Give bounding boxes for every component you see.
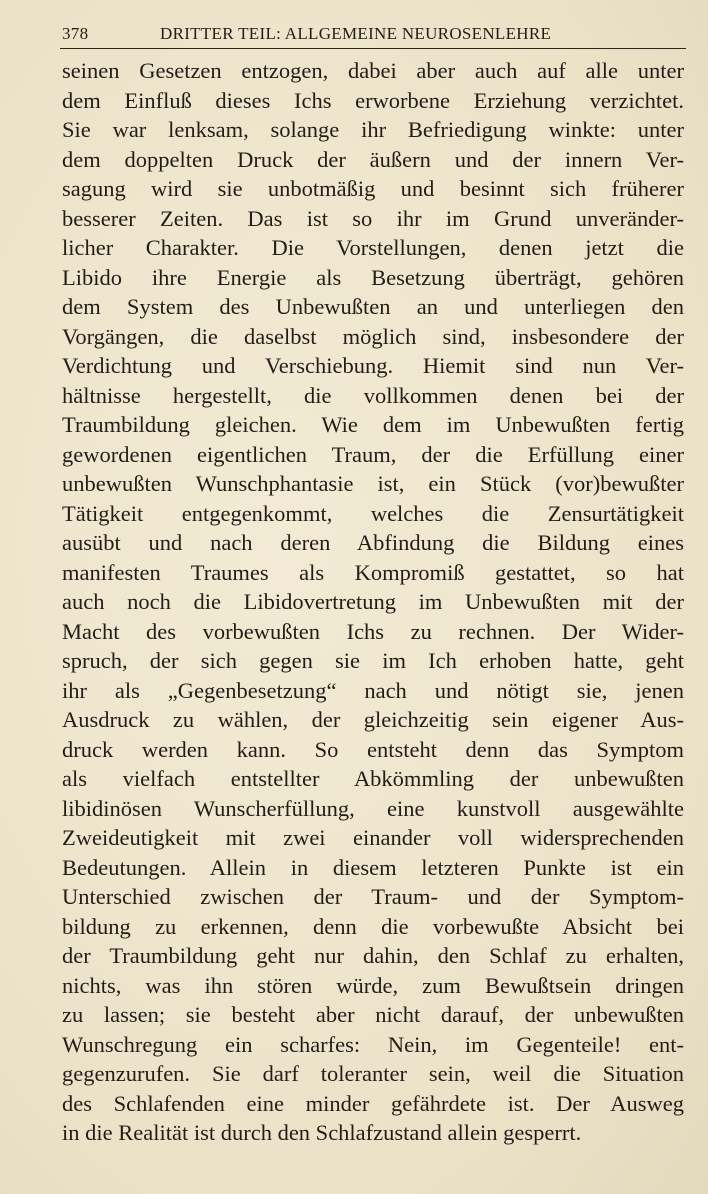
text-line: Zweideutigkeit mit zwei einander voll widersprechenden [62,825,684,850]
text-line: Tätigkeit entgegenkommt, welches die Zensurtätigkeit [62,500,684,526]
body-text [62,56,684,1148]
page-header [60,22,688,46]
text-line: seinen Gesetzen entzogen, dabei aber auch auf alle unter [62,58,684,83]
text-line: Bedeutungen. Allein in diesem letzteren Punkte ist ein [62,854,684,880]
text-line: druck werden kann. So entsteht denn das Symptom [62,736,684,762]
text-line: Sie war lenksam, solange ihr Befriedigung winkte: unter [62,117,684,142]
text-line: hältnisse hergestellt, die vollkommen denen bei der [62,382,684,408]
page-number: 378 [62,24,89,43]
text-line: ihr als „Gegenbesetzung“ nach und nötigt sie, jenen [62,677,684,703]
text-line: dem System des Unbewußten an und unterliegen den [62,294,684,319]
text-line: dem doppelten Druck der äußern und der innern Ver- [62,146,684,172]
text-line: spruch, der sich gegen sie im Ich erhoben hatte, geht [62,648,684,673]
running-head: DRITTER TEIL: ALLGEMEINE NEUROSENLEHRE [160,24,552,43]
text-line: Wunschregung ein scharfes: Nein, im Gegenteile! ent- [62,1031,684,1057]
text-line: gewordenen eigentlichen Traum, der die Erfüllung einer [62,441,684,467]
text-line: Ausdruck zu wählen, der gleichzeitig sein eigener Aus- [62,707,684,732]
header-rule [60,48,686,49]
text-line: gegenzurufen. Sie darf toleranter sein, weil die Situation [62,1061,684,1086]
text-line: als vielfach entstellter Abkömmling der unbewußten [62,766,684,791]
text-line: nichts, was ihn stören würde, zum Bewußtsein dringen [62,972,684,998]
text-line: Traumbildung gleichen. Wie dem im Unbewußten fertig [62,412,684,437]
text-line: Macht des vorbewußten Ichs zu rechnen. Der Wider- [62,618,684,644]
text-line: sagung wird sie unbotmäßig und besinnt sich früherer [62,176,684,201]
text-line: zu lassen; sie besteht aber nicht darauf, der unbewußten [62,1002,684,1027]
text-line: auch noch die Libidovertretung im Unbewußten mit der [62,589,684,614]
text-line: der Traumbildung geht nur dahin, den Schlaf zu erhalten, [62,943,684,968]
text-line: unbewußten Wunschphantasie ist, ein Stück (vor)bewußter [62,471,684,496]
text-line: Libido ihre Energie als Besetzung überträgt, gehören [62,264,684,290]
text-line: besserer Zeiten. Das ist so ihr im Grund unveränder- [62,205,684,231]
text-line: ausübt und nach deren Abfindung die Bildung eines [62,530,684,555]
text-line: bildung zu erkennen, denn die vorbewußte Absicht bei [62,913,684,939]
text-line: Verdichtung und Verschiebung. Hiemit sind nun Ver- [62,353,684,378]
text-line: licher Charakter. Die Vorstellungen, denen jetzt die [62,235,684,260]
text-line: manifesten Traumes als Kompromiß gestattet, so hat [62,559,684,585]
text-line: Vorgängen, die daselbst möglich sind, insbesondere der [62,323,684,349]
text-line: des Schlafenden eine minder gefährdete ist. Der Ausweg [62,1090,684,1116]
text-line: dem Einfluß dieses Ichs erworbene Erziehung verzichtet. [62,87,684,113]
text-line: libidinösen Wunscherfüllung, eine kunstvoll ausgewählte [62,795,684,821]
text-line: Unterschied zwischen der Traum- und der Symptom- [62,884,684,909]
text-line: in die Realität ist durch den Schlafzustand allein gesperrt. [62,1120,582,1145]
